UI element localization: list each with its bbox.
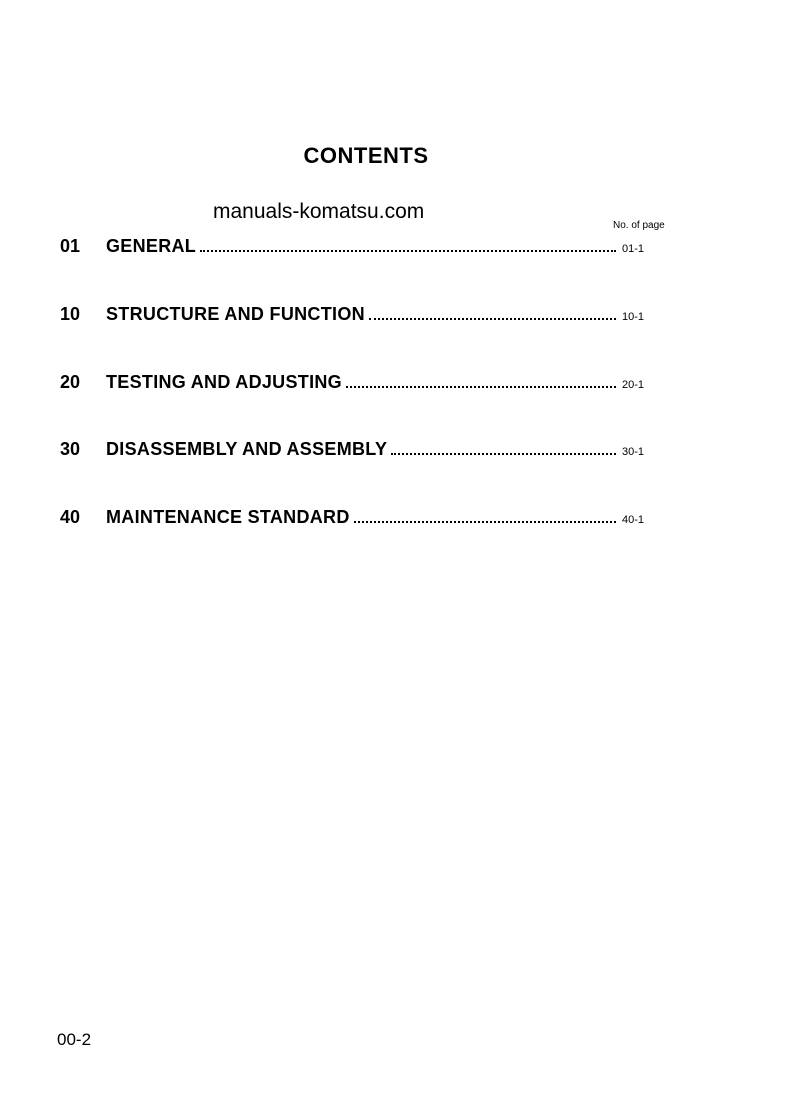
toc-entry-structure-and-function[interactable] (60, 304, 660, 328)
leader-dots (346, 385, 616, 388)
section-page: 20-1 (622, 379, 645, 391)
section-number: 30 (60, 439, 81, 459)
section-page: 01-1 (622, 243, 645, 255)
watermark-link[interactable]: manuals-komatsu.com (213, 200, 425, 223)
section-number: 01 (60, 236, 81, 256)
section-label: DISASSEMBLY AND ASSEMBLY (106, 439, 388, 459)
page-column-header: No. of page (613, 220, 665, 231)
section-number: 10 (60, 304, 81, 324)
leader-dots (354, 520, 616, 523)
footer-page-number: 00-2 (57, 1030, 92, 1049)
section-label: MAINTENANCE STANDARD (106, 507, 350, 527)
leader-dots (200, 249, 616, 252)
leader-dots (391, 452, 616, 455)
section-label: GENERAL (106, 236, 197, 256)
toc-entry-disassembly-and-assembly[interactable] (60, 439, 660, 463)
page-title: CONTENTS (303, 143, 429, 168)
section-page: 30-1 (622, 446, 645, 458)
section-number: 40 (60, 507, 81, 527)
section-page: 10-1 (622, 311, 645, 323)
toc-entry-maintenance-standard[interactable] (60, 507, 660, 531)
toc-entry-general[interactable] (60, 236, 660, 260)
toc-entry-testing-and-adjusting[interactable] (60, 372, 660, 396)
section-page: 40-1 (622, 514, 645, 526)
section-label: TESTING AND ADJUSTING (106, 372, 342, 392)
section-label: STRUCTURE AND FUNCTION (106, 304, 365, 324)
leader-dots (369, 317, 616, 320)
section-number: 20 (60, 372, 81, 392)
